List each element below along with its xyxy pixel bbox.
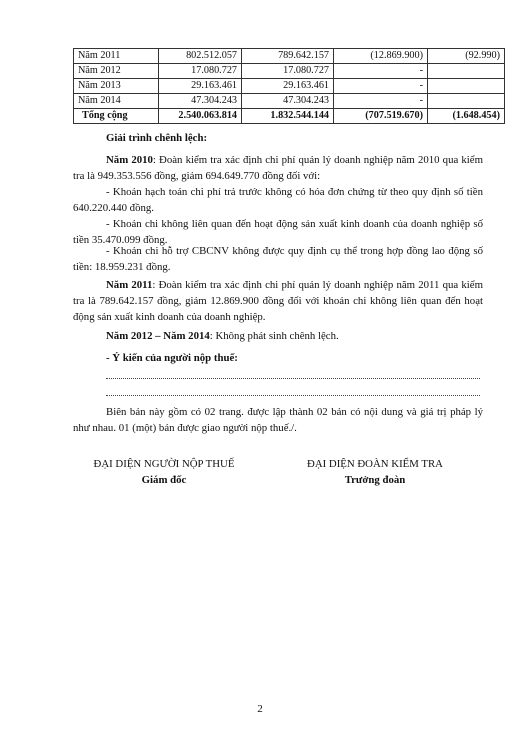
table-row xyxy=(74,49,505,64)
opinion-dotted-line xyxy=(106,395,480,396)
cell-declared: 29.163.461 xyxy=(159,79,242,94)
opinion-dotted-line xyxy=(106,378,480,379)
cell-difference: (12.869.900) xyxy=(334,49,428,64)
cell-extra: (1.648.454) xyxy=(428,109,505,124)
table-row xyxy=(74,94,505,109)
table-total-row xyxy=(74,109,505,124)
bullet-prepaid-expense: - Khoản hạch toán chi phí trả trước không có hóa đơn chứng từ theo quy định số tiền 640.220.440 đồng. xyxy=(73,186,483,214)
cell-inspected: 1.832.544.144 xyxy=(242,109,334,124)
year-2010-paragraph: Năm 2010: Đoàn kiểm tra xác định chi phí quản lý doanh nghiệp năm 2010 qua kiểm tra là 949.353.556 đồng, giảm 694.649.770 đồng đối với: xyxy=(73,154,483,182)
cell-declared: 17.080.727 xyxy=(159,64,242,79)
cell-difference: (707.519.670) xyxy=(334,109,428,124)
cell-inspected: 29.163.461 xyxy=(242,79,334,94)
signature-taxpayer xyxy=(74,456,254,488)
bullet-staff-support: - Khoản chi hỗ trợ CBCNV không được quy định cụ thể trong hợp đồng lao động số tiền: 18.959.231 đồng. xyxy=(73,245,483,273)
signature-inspection xyxy=(290,456,460,488)
cell-declared: 2.540.063.814 xyxy=(159,109,242,124)
cell-inspected: 17.080.727 xyxy=(242,64,334,79)
cell-declared: 802.512.057 xyxy=(159,49,242,64)
closing-paragraph: Biên bản này gồm có 02 trang. được lập thành 02 bản có nội dung và giá trị pháp lý như nhau. 01 (một) bản được giao người nộp thuế./. xyxy=(73,406,483,434)
cell-inspected: 789.642.157 xyxy=(242,49,334,64)
cell-extra xyxy=(428,79,505,94)
page-number: 2 xyxy=(257,703,263,715)
cell-inspected: 47.304.243 xyxy=(242,94,334,109)
cell-year: Năm 2011 xyxy=(74,49,159,64)
signature-taxpayer-title: ĐẠI DIỆN NGƯỜI NỘP THUẾ xyxy=(93,458,235,470)
cell-extra xyxy=(428,64,505,79)
cell-difference: - xyxy=(334,79,428,94)
explain-heading: Giải trình chênh lệch: xyxy=(106,132,208,144)
cell-declared: 47.304.243 xyxy=(159,94,242,109)
table-row xyxy=(74,79,505,94)
cell-year: Tổng cộng xyxy=(74,109,159,124)
cell-year: Năm 2013 xyxy=(74,79,159,94)
signature-inspection-title: ĐẠI DIỆN ĐOÀN KIỂM TRA xyxy=(307,458,443,470)
year-2011-paragraph: Năm 2011: Đoàn kiểm tra xác định chi phí quản lý doanh nghiệp năm 2011 qua kiểm tra là 789.642.157 đồng, giảm 12.869.900 đồng đối với khoản chi không liên quan đến hoạt động sản xuất kinh doanh của doanh nghiệp. xyxy=(73,279,483,323)
cell-extra xyxy=(428,94,505,109)
cell-extra: (92.990) xyxy=(428,49,505,64)
cell-year: Năm 2012 xyxy=(74,64,159,79)
cell-difference: - xyxy=(334,94,428,109)
taxpayer-opinion-label: - Ý kiến của người nộp thuế: xyxy=(106,352,238,364)
year-2012-2014-paragraph: Năm 2012 – Năm 2014: Không phát sinh chênh lệch. xyxy=(106,330,339,342)
table-row xyxy=(74,64,505,79)
bullet-unrelated-expense: - Khoản chi không liên quan đến hoạt động sản xuất kinh doanh của doanh nghiệp số tiền 35.470.099 đồng. xyxy=(73,218,483,246)
signature-inspection-role: Trưởng đoàn xyxy=(344,474,406,486)
cost-difference-table xyxy=(73,48,505,124)
signature-taxpayer-role: Giám đốc xyxy=(141,474,187,486)
cell-year: Năm 2014 xyxy=(74,94,159,109)
cell-difference: - xyxy=(334,64,428,79)
